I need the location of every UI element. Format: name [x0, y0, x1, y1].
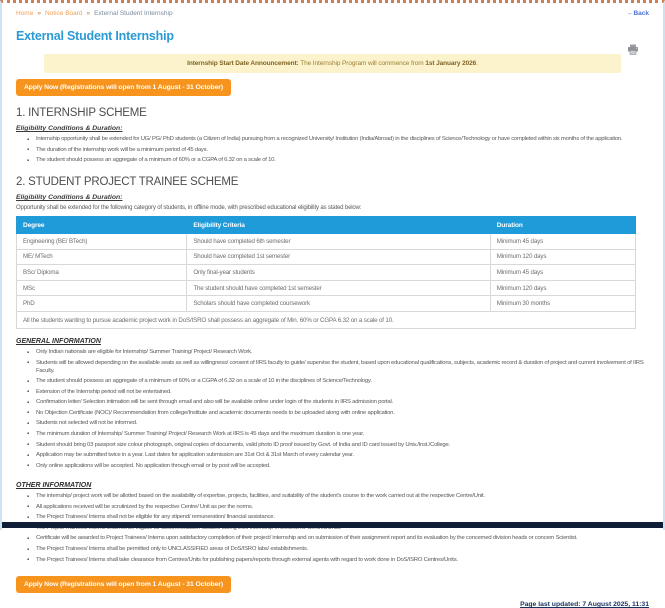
table-cell-criteria: Scholars should have completed coursework: [187, 296, 490, 312]
table-cell-duration: Minimum 45 days: [490, 265, 636, 281]
table-cell-criteria: Should have completed 1st semester: [187, 249, 490, 265]
list-item: ▪ All applications received will be scrutinized by the respective Centre/ Unit as per the norms.: [36, 504, 649, 512]
list-item: ▪ The duration of the internship work will be a minimum period of 45 days.: [36, 147, 649, 155]
trainee-scheme-heading: 2. STUDENT PROJECT TRAINEE SCHEME: [16, 176, 239, 189]
list-item: ▪ Students will be allowed depending on the available seats as well as willingness/ consent of IIRS faculty to guide/ supervise the student, based upon educational qualifications, subjects, academic record & duration of project and current involvement of IIRS Faculty.: [36, 360, 649, 376]
table-cell-criteria: The student should have completed 1st semester: [187, 280, 490, 296]
list-item: ▪ Students not selected will not be informed.: [36, 420, 649, 428]
table-cell-criteria: Only final-year students: [187, 265, 490, 281]
other-information-bullets: [16, 493, 649, 564]
table-header-cell: Degree: [17, 217, 187, 234]
trainee-eligibility-subheading: Eligibility Conditions & Duration:: [16, 194, 123, 202]
table-row: [17, 296, 636, 312]
internship-scheme-bullets: [16, 136, 649, 165]
table-cell-degree: ME/ MTech: [17, 249, 187, 265]
list-item: ▪ Only Indian nationals are eligible for Internship/ Summer Training/ Project/ Research Work.: [36, 349, 649, 357]
table-cell-duration: Minimum 45 days: [490, 234, 636, 250]
list-item: ▪ The Project Trainees/ Interns shall not be eligible for any stipend/ remuneration/ financial assistance.: [36, 514, 649, 522]
table-cell-degree: PhD: [17, 296, 187, 312]
table-note-row: [17, 312, 636, 329]
banner-label: Internship Start Date Announcement:: [187, 60, 299, 67]
apply-now-button-top[interactable]: Apply Now (Registrations will open from 1 August - 31 October): [16, 79, 231, 96]
table-cell-degree: Engineering (BE/ BTech): [17, 234, 187, 250]
table-cell-duration: Minimum 120 days: [490, 249, 636, 265]
table-cell-criteria: Should have completed 6th semester: [187, 234, 490, 250]
list-item: ▪ The minimum duration of Internship/ Summer Training/ Project/ Research Work at IIRS is 45 days and the maximum duration is one year.: [36, 431, 649, 439]
other-information-heading: OTHER INFORMATION: [16, 482, 92, 490]
list-item: ▪ The student should possess an aggregate of a minimum of 60% or a CGPA of 6.32 on a scale of 10 in the disciplines of Science/Technology.: [36, 378, 649, 386]
general-information-bullets: [16, 349, 649, 471]
banner-text: The Internship Program will commence from: [298, 60, 426, 67]
eligibility-table: [16, 216, 636, 329]
apply-now-button-bottom[interactable]: Apply Now (Registrations will open from 1 August - 31 October): [16, 576, 231, 593]
list-item: ▪ The Project Trainees/ Interns shall take clearance from Centres/Units for publishing papers/reports through external agents with regard to work done in DoS/ISRO Centres/Units.: [36, 557, 649, 565]
page-title: External Student Internship: [16, 29, 174, 43]
list-item: ▪ Student should bring 03 passport size colour photograph, original copies of documents, valid photo ID proof issued by Govt. of India and ID card issued by Univ./Inst./College.: [36, 442, 649, 450]
breadcrumb: [16, 10, 649, 17]
list-item: ▪ The student should possess an aggregate of a minimum of 60% or a CGPA of 6.32 on a scale of 10.: [36, 157, 649, 165]
internship-eligibility-subheading: Eligibility Conditions & Duration:: [16, 125, 123, 132]
table-cell-duration: Minimum 120 days: [490, 280, 636, 296]
table-row: [17, 234, 636, 250]
printer-icon[interactable]: [627, 44, 639, 55]
breadcrumb-home-link[interactable]: Home: [16, 10, 34, 17]
list-item: ▪ The Project Trainees/ Interns shall be permitted only to UNCLASSIFIED areas of DoS/ISRO labs/ establishments.: [36, 546, 649, 554]
announcement-banner: Internship Start Date Announcement: The Internship Program will commence from 1st January 2026.: [44, 54, 621, 73]
list-item: ▪ No Objection Certificate (NOC)/ Recommendation from college/Institute and academic documents needs to be uploaded along with online application.: [36, 410, 649, 418]
list-item: ▪ Only online applications will be accepted. No application through email or by post will be accepted.: [36, 463, 649, 471]
table-note: All the students wanting to pursue academic project work in DoS/ISRO shall possess an aggregate of Min. 60% or CGPA 6.32 on a scale of 10.: [17, 312, 636, 329]
list-item: ▪ Application may be submitted twice in a year. Last dates for application submission are 31st Oct & 31st March of every calendar year.: [36, 452, 649, 460]
list-item: ▪ Internship opportunity shall be extended for UG/ PG/ PhD students (a Citizen of India) pursuing from a recognized University/ Institution (India/Abroad) in the disciplines of Science/Technology or have completed within six months of the application.: [36, 136, 649, 144]
table-cell-degree: BSc/ Diploma: [17, 265, 187, 281]
back-arrow-icon: ←: [626, 10, 634, 17]
table-cell-duration: Minimum 30 months: [490, 296, 636, 312]
list-item: ▪ The internship/ project work will be allotted based on the availability of expertise, projects, facilities, and suitability of the student's course to the work carried out at the respective Centre/Unit.: [36, 493, 649, 501]
list-item: ▪ Certificate will be awarded to Project Trainees/ Interns upon satisfactory completion of their project/ internship and on submission of their assignment report and its evaluation by the concerned division heads or concern Scientist.: [36, 535, 649, 543]
internship-scheme-heading: 1. INTERNSHIP SCHEME: [16, 107, 147, 119]
footer-bar: [2, 522, 663, 528]
table-header-cell: Eligibility Criteria: [187, 217, 490, 234]
breadcrumb-notice-board-link[interactable]: Notice Board: [44, 10, 83, 17]
banner-date: 1st January 2026: [425, 60, 477, 67]
table-row: [17, 265, 636, 281]
table-cell-degree: MSc: [17, 280, 187, 296]
breadcrumb-separator: »: [37, 10, 41, 17]
table-header-cell: Duration: [490, 217, 636, 234]
breadcrumb-separator: »: [86, 10, 91, 17]
table-row: [17, 280, 636, 296]
list-item: ▪ Confirmation letter/ Selection intimation will be sent through email and also will be available online under login of the students in IIRS admission portal.: [36, 399, 649, 407]
trainee-scheme-intro: Opportunity shall be extended for the following category of students, in offline mode, with prescribed educational eligibility as stated below:: [16, 205, 362, 212]
table-header-row: [17, 217, 636, 234]
back-button[interactable]: ←Back: [626, 10, 649, 17]
list-item: ▪ Extension of the Internship period will not be entertained.: [36, 389, 649, 397]
table-row: [17, 249, 636, 265]
general-information-heading: GENERAL INFORMATION: [16, 338, 101, 346]
page-last-updated: Page last updated: 7 August 2025, 11:31: [520, 601, 649, 608]
breadcrumb-current: External Student Internship: [94, 10, 173, 17]
